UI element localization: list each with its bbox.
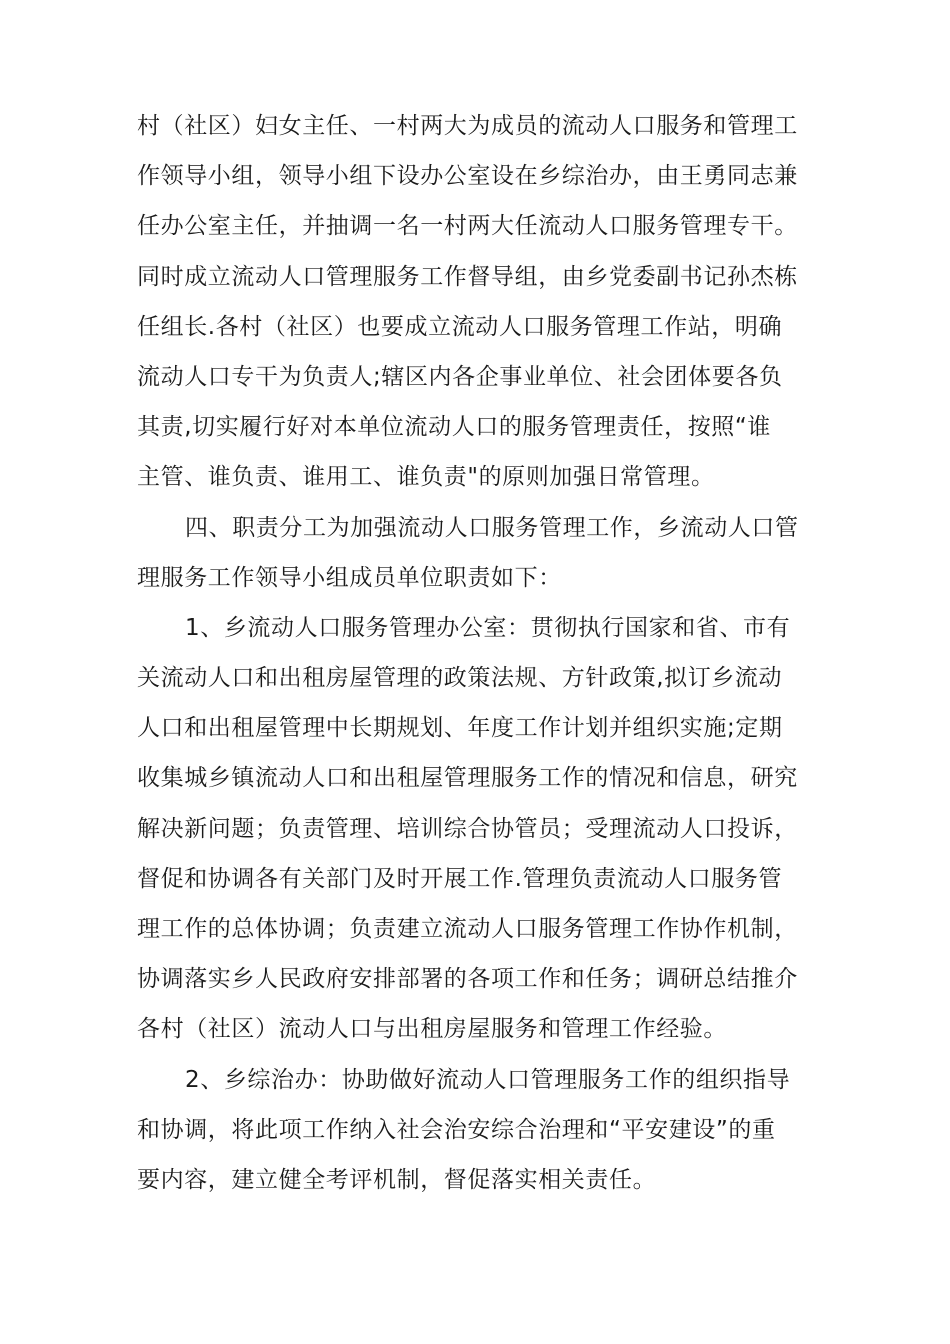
text-line: 和协调，将此项工作纳入社会治安综合治理和“平安建设”的重	[137, 1116, 776, 1143]
text-line: 任组长.各村（社区）也要成立流动人口服务管理工作站，明确	[137, 313, 783, 340]
text-line: 流动人口专干为负责人;辖区内各企事业单位、社会团体要各负	[137, 363, 783, 390]
paragraph-start-line: 1、乡流动人口服务管理办公室：贯彻执行国家和省、市有	[185, 614, 791, 641]
text-line: 任办公室主任，并抽调一名一村两大任流动人口服务管理专干。	[137, 213, 798, 240]
text-line: 同时成立流动人口管理服务工作督导组，由乡党委副书记孙杰栋	[137, 263, 798, 290]
text-line: 各村（社区）流动人口与出租房屋服务和管理工作经验。	[137, 1016, 727, 1043]
text-line: 要内容，建立健全考评机制，督促落实相关责任。	[137, 1166, 657, 1193]
text-line: 主管、谁负责、谁用工、谁负责"的原则加强日常管理。	[137, 464, 715, 491]
text-line: 理工作的总体协调；负责建立流动人口服务管理工作协作机制，	[137, 916, 798, 942]
text-line: 督促和协调各有关部门及时开展工作.管理负责流动人口服务管	[137, 865, 783, 892]
text-line: 作领导小组，领导小组下设办公室设在乡综治办，由王勇同志兼	[137, 163, 798, 190]
text-line: 其责,切实履行好对本单位流动人口的服务管理责任，按照“谁	[137, 414, 772, 441]
section-heading-line: 四、职责分工为加强流动人口服务管理工作，乡流动人口管	[185, 514, 799, 541]
text-line: 理服务工作领导小组成员单位职责如下：	[137, 564, 562, 591]
text-line: 解决新问题；负责管理、培训综合协管员；受理流动人口投诉，	[137, 815, 798, 842]
text-line: 协调落实乡人民政府安排部署的各项工作和任务；调研总结推介	[137, 966, 798, 993]
text-line: 收集城乡镇流动人口和出租屋管理服务工作的情况和信息，研究	[137, 765, 798, 792]
text-line: 关流动人口和出租房屋管理的政策法规、方针政策,拟订乡流动	[137, 665, 783, 692]
text-line: 人口和出租屋管理中长期规划、年度工作计划并组织实施;定期	[137, 715, 783, 742]
text-line: 村（社区）妇女主任、一村两大为成员的流动人口服务和管理工	[137, 113, 798, 139]
paragraph-start-line: 2、乡综治办：协助做好流动人口管理服务工作的组织指导	[185, 1066, 791, 1093]
document-body	[137, 101, 837, 1205]
